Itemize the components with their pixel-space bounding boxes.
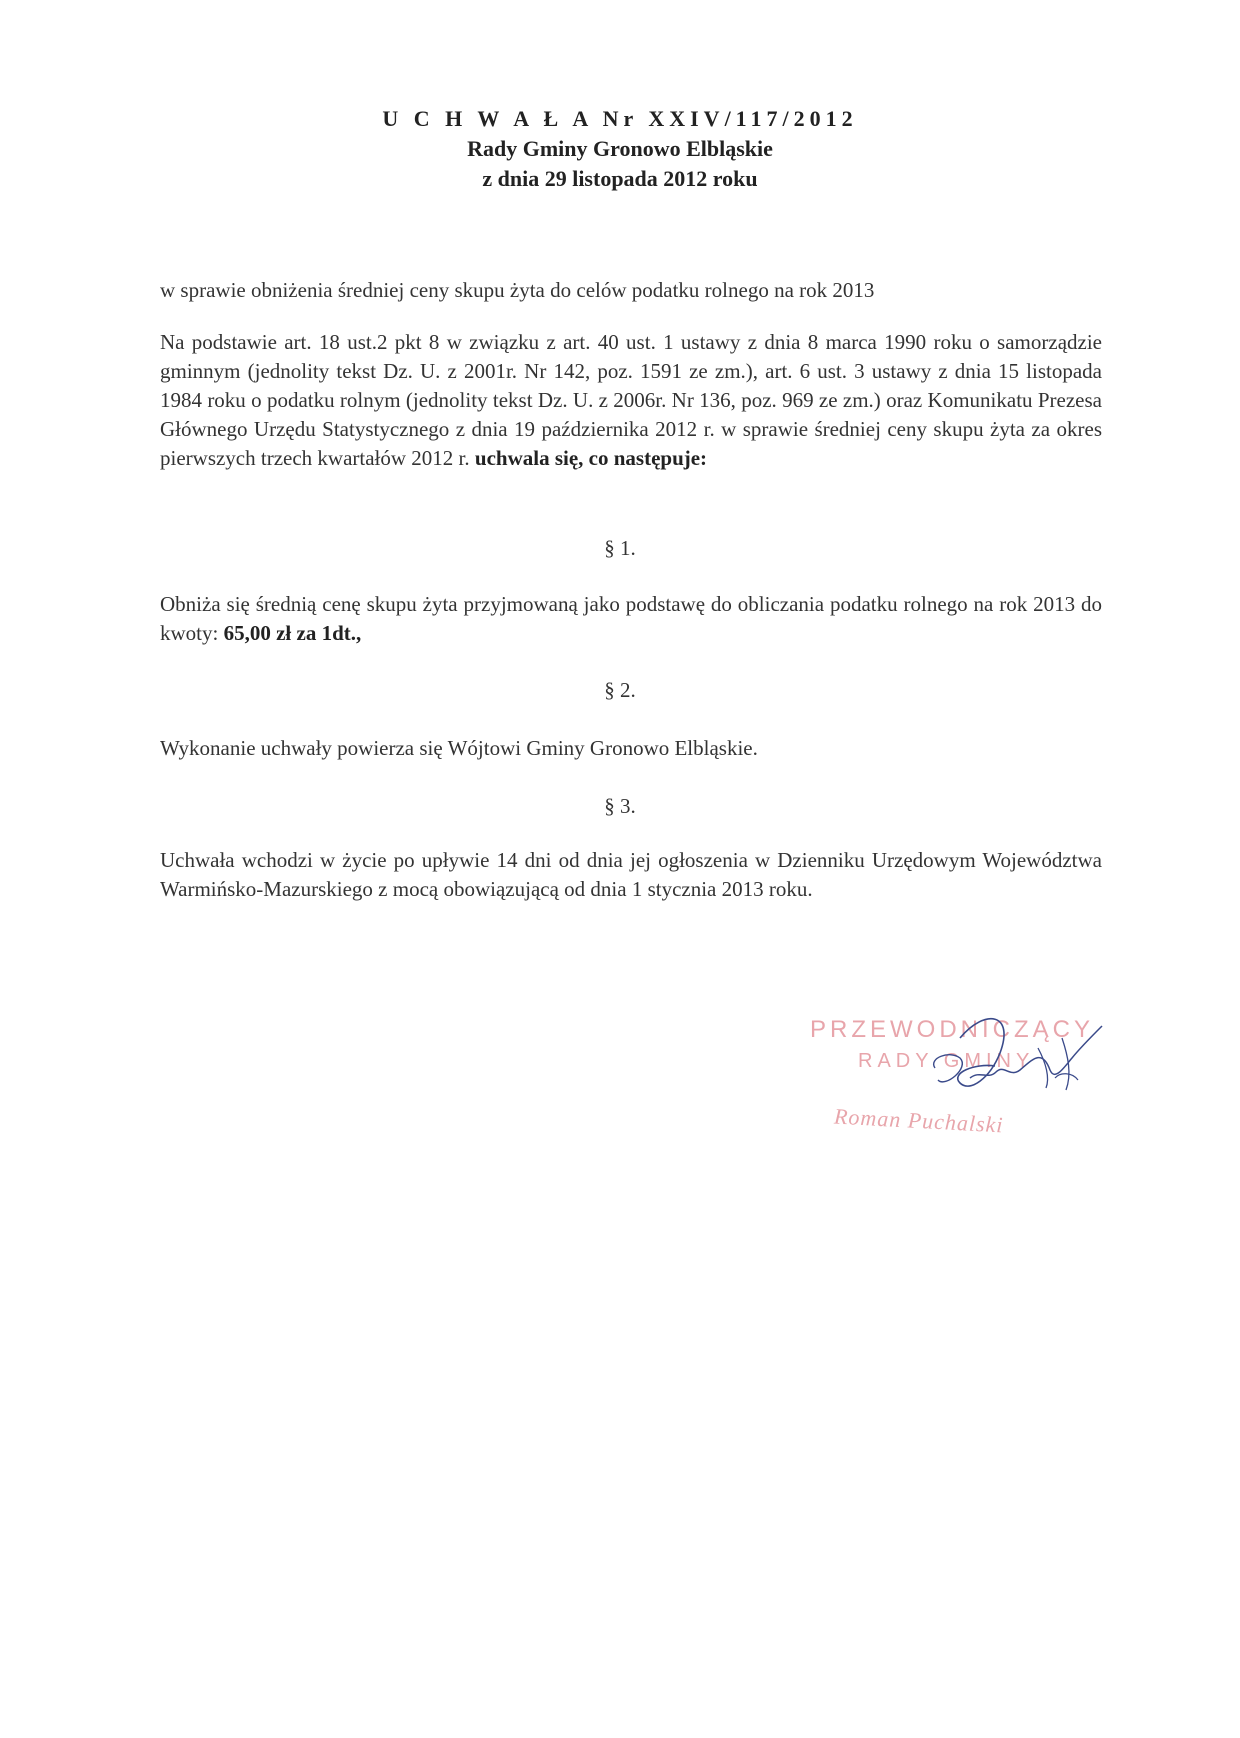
paragraph-1-body: Obniża się średnią cenę skupu żyta przyjmowaną jako podstawę do obliczania podatku rolnego na rok 2013 do kwoty: — [160, 592, 1102, 645]
signature-stamp — [810, 1008, 1110, 1148]
resolution-header — [0, 104, 1240, 194]
resolution-subject: w sprawie obniżenia średniej ceny skupu żyta do celów podatku rolnego na rok 2013 — [160, 278, 875, 302]
paragraph-1-sign: § 1. — [604, 536, 636, 560]
resolution-date: z dnia 29 listopada 2012 roku — [482, 166, 758, 191]
legal-basis — [160, 328, 1102, 473]
paragraph-3-body: Uchwała wchodzi w życie po upływie 14 dni od dnia jej ogłoszenia w Dzienniku Urzędowym Województwa Warmińsko-Mazurskiego z mocą obowiązującą od dnia 1 stycznia 2013 roku. — [160, 848, 1102, 901]
paragraph-2-sign: § 2. — [604, 678, 636, 702]
paragraph-1-amount: 65,00 zł za 1dt., — [223, 621, 362, 645]
handwritten-signature-icon — [810, 1008, 1110, 1118]
paragraph-2-body: Wykonanie uchwały powierza się Wójtowi Gminy Gronowo Elbląskie. — [160, 736, 758, 760]
paragraph-3-sign: § 3. — [604, 794, 636, 818]
paragraph-1-text — [160, 590, 1102, 648]
paragraph-3-text — [160, 846, 1102, 904]
stamp-name: Roman Puchalski — [833, 1103, 1005, 1138]
council-name: Rady Gminy Gronowo Elbląskie — [467, 136, 773, 161]
legal-basis-text: Na podstawie art. 18 ust.2 pkt 8 w związku z art. 40 ust. 1 ustawy z dnia 8 marca 1990 roku o samorządzie gminnym (jednolity tekst Dz. U. z 2001r. Nr 142, poz. 1591 ze zm.), art. 6 ust. 3 ustawy z dnia 15 listopada 1984 roku o podatku rolnym (jednolity tekst Dz. U. z 2006r. Nr 136, poz. 969 ze zm.) oraz Komunikatu Prezesa Głównego Urzędu Statystycznego z dnia 19 października 2012 r. w sprawie średniej ceny skupu żyta za okres pierwszych trzech kwartałów 2012 r. — [160, 330, 1102, 470]
legal-basis-resolves: uchwala się, co następuje: — [474, 446, 708, 470]
stamp-title: PRZEWODNICZĄCY — [810, 1016, 1094, 1043]
stamp-council: RADY GMINY — [858, 1050, 1035, 1072]
resolution-title: U C H W A Ł A Nr XXIV/117/2012 — [382, 106, 858, 131]
paragraph-2-text — [160, 734, 1102, 763]
